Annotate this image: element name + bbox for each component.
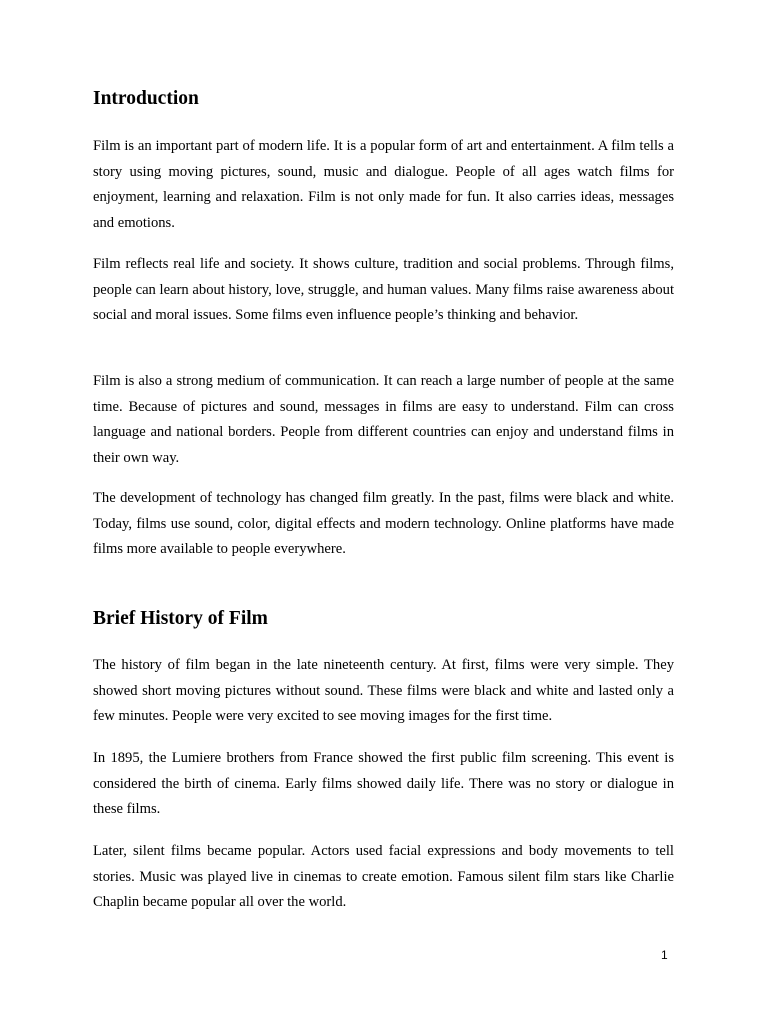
section-heading-introduction: Introduction: [93, 88, 199, 109]
paragraph: Film reflects real life and society. It shows culture, tradition and social problems. Through films, people can learn about history, love, struggle, and human values. Many films raise awareness about social and moral issues. Some films even influence people’s thinking and behavior.: [93, 256, 674, 323]
paragraph: In 1895, the Lumiere brothers from France showed the first public film screening. This event is considered the birth of cinema. Early films showed daily life. There was no story or dialogue in these films.: [93, 750, 674, 817]
paragraph: The history of film began in the late nineteenth century. At first, films were very simple. They showed short moving pictures without sound. These films were black and white and lasted only a few minutes. People were very excited to see moving images for the first time.: [93, 657, 674, 724]
section-heading-brief-history: Brief History of Film: [93, 608, 268, 629]
paragraph: The development of technology has changed film greatly. In the past, films were black and white. Today, films use sound, color, digital effects and modern technology. Online platforms have made films more available to people everywhere.: [93, 490, 674, 557]
paragraph: Later, silent films became popular. Actors used facial expressions and body movements to tell stories. Music was played live in cinemas to create emotion. Famous silent film stars like Charlie Chaplin became popular all over the world.: [93, 843, 674, 910]
paragraph: Film is an important part of modern life. It is a popular form of art and entertainment. A film tells a story using moving pictures, sound, music and dialogue. People of all ages watch films for enjoyment, learning and relaxation. Film is not only made for fun. It also carries ideas, messages and emotions.: [93, 138, 674, 231]
page-number: 1: [661, 948, 668, 962]
paragraph: Film is also a strong medium of communication. It can reach a large number of people at the same time. Because of pictures and sound, messages in films are easy to understand. Film can cross language and national borders. People from different countries can enjoy and understand films in their own way.: [93, 373, 674, 466]
